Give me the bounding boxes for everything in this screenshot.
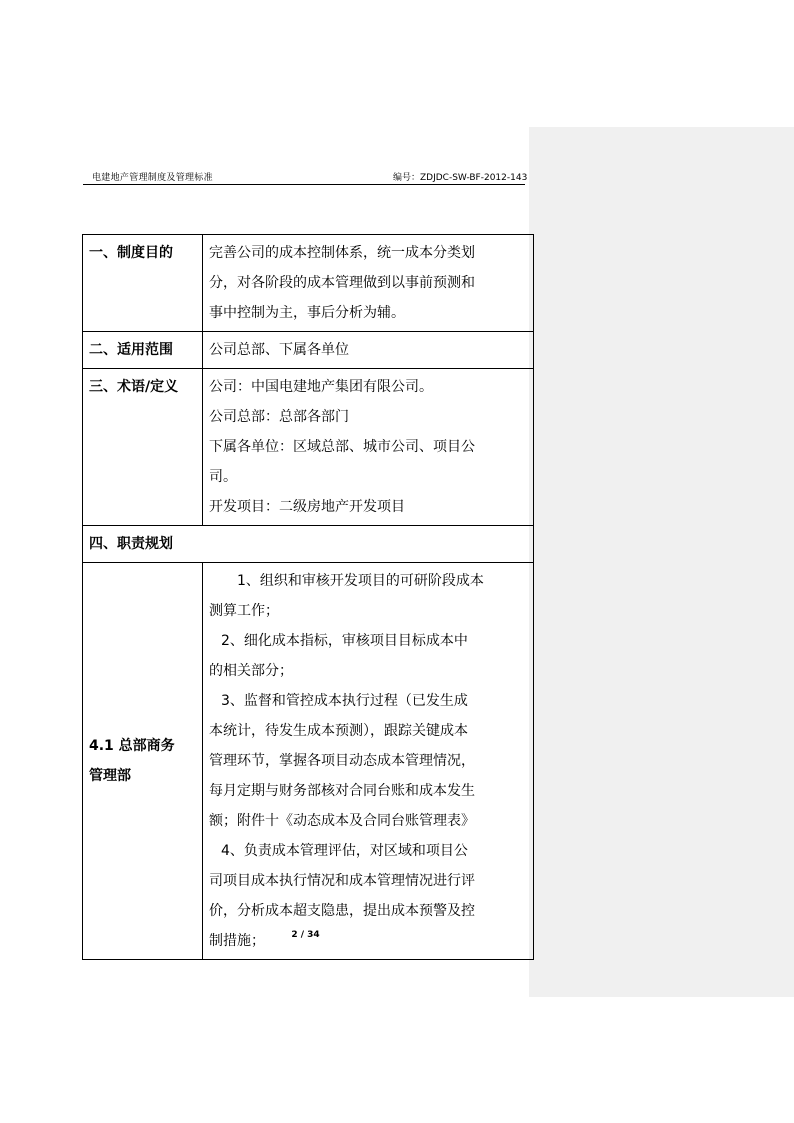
content-line: 分，对各阶段的成本管理做到以事前预测和 [209, 275, 475, 291]
row-content [203, 235, 534, 332]
content-line: 本统计，待发生成本预测），跟踪关键成本 [209, 723, 468, 739]
section-heading: 四、职责规划 [83, 526, 534, 563]
content-line: 司。 [209, 469, 237, 485]
comment-pane [529, 127, 794, 997]
row-content [203, 332, 534, 369]
table-row-purpose [83, 235, 534, 332]
content-line: 3、监督和管控成本执行过程（已发生成 [221, 693, 468, 709]
content-line: 额；附件十《动态成本及合同台账管理表》 [209, 813, 475, 829]
page-number: 2 / 34 [291, 930, 320, 940]
content-line: 2、细化成本指标，审核项目目标成本中 [221, 633, 468, 649]
content-line: 完善公司的成本控制体系，统一成本分类划 [209, 245, 475, 261]
content-line: 每月定期与财务部核对合同台账和成本发生 [209, 783, 475, 799]
header-rule [83, 184, 525, 185]
row-label-line: 管理部 [89, 768, 131, 784]
table-row-41 [83, 563, 534, 960]
row-label-line: 4.1 总部商务 [89, 738, 175, 754]
content-line: 管理环节，掌握各项目动态成本管理情况， [209, 753, 475, 769]
content-line: 1、组织和审核开发项目的可研阶段成本 [237, 573, 484, 589]
content-line: 下属各单位：区域总部、城市公司、项目公 [209, 439, 475, 455]
content-line: 公司总部、下属各单位 [209, 342, 349, 358]
row-label: 一、制度目的 [83, 235, 203, 332]
content-line: 测算工作； [209, 603, 279, 619]
row-label: 二、适用范围 [83, 332, 203, 369]
content-line: 公司：中国电建地产集团有限公司。 [209, 379, 433, 395]
content-line: 事中控制为主，事后分析为辅。 [209, 305, 405, 321]
content-line: 制措施； [209, 933, 265, 949]
table-row-section4 [83, 526, 534, 563]
row-label [83, 563, 203, 960]
header-doc-title: 电建地产管理制度及管理标准 [92, 173, 213, 183]
content-line: 司项目成本执行情况和成本管理情况进行评 [209, 873, 475, 889]
content-line: 价，分析成本超支隐患，提出成本预警及控 [209, 903, 475, 919]
table-row-scope [83, 332, 534, 369]
content-line: 4、负责成本管理评估，对区域和项目公 [221, 843, 468, 859]
content-line: 开发项目：二级房地产开发项目 [209, 499, 405, 515]
table-row-definitions [83, 369, 534, 526]
row-content [203, 369, 534, 526]
content-line: 的相关部分； [209, 663, 293, 679]
row-content [203, 563, 534, 960]
content-line: 公司总部：总部各部门 [209, 409, 349, 425]
header-doc-number: 编号：ZDJDC-SW-BF-2012-143 [393, 173, 528, 183]
row-label: 三、术语/定义 [83, 369, 203, 526]
policy-table [82, 234, 534, 960]
